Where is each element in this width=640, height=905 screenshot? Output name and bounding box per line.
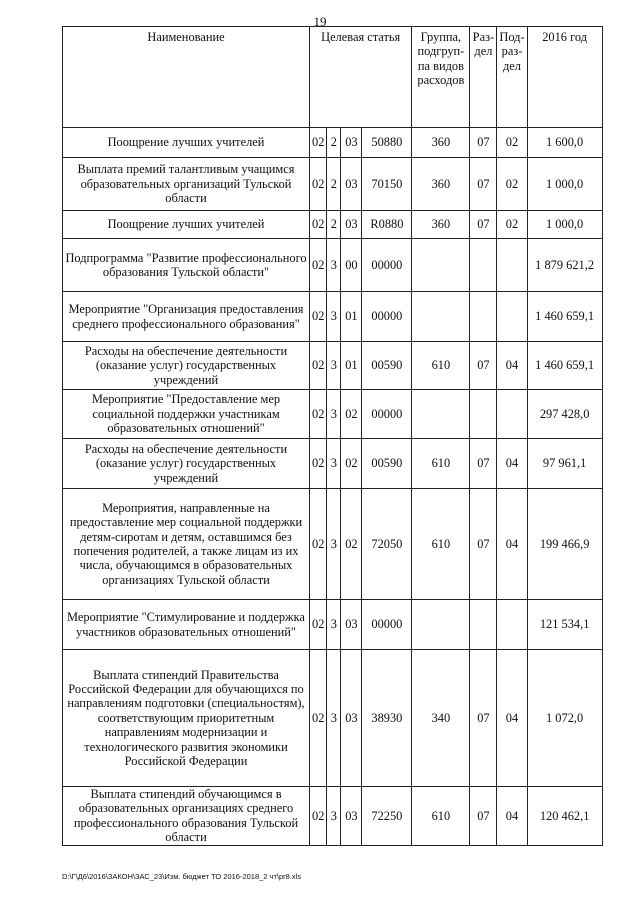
target-code-direction: 72250 bbox=[362, 787, 412, 846]
target-code-subprogram: 3 bbox=[327, 292, 341, 342]
row-name: Мероприятие "Предоставление мер социальной поддержки участникам образовательных отношений" bbox=[63, 390, 310, 439]
subsection-cell bbox=[497, 292, 527, 342]
target-code-program: 02 bbox=[310, 239, 327, 292]
target-code-direction: 00590 bbox=[362, 439, 412, 489]
target-code-event: 03 bbox=[341, 600, 362, 650]
table-row bbox=[63, 239, 603, 292]
target-code-subprogram: 3 bbox=[327, 439, 341, 489]
target-code-event: 03 bbox=[341, 650, 362, 787]
section-cell bbox=[470, 600, 497, 650]
target-code-event: 02 bbox=[341, 489, 362, 600]
amount-cell: 120 462,1 bbox=[527, 787, 602, 846]
target-code-subprogram: 3 bbox=[327, 489, 341, 600]
table-row bbox=[63, 158, 603, 211]
subsection-cell bbox=[497, 600, 527, 650]
table-row bbox=[63, 489, 603, 600]
table-row bbox=[63, 439, 603, 489]
amount-cell: 97 961,1 bbox=[527, 439, 602, 489]
page-number: 19 bbox=[313, 14, 327, 29]
subsection-cell: 04 bbox=[497, 439, 527, 489]
target-code-direction: 00000 bbox=[362, 239, 412, 292]
target-code-direction: 38930 bbox=[362, 650, 412, 787]
amount-cell: 1 000,0 bbox=[527, 211, 602, 239]
section-cell: 07 bbox=[470, 158, 497, 211]
header-subsection: Под-раз-дел bbox=[497, 27, 527, 128]
target-code-direction: 70150 bbox=[362, 158, 412, 211]
expense-group-cell bbox=[412, 292, 470, 342]
table-row bbox=[63, 390, 603, 439]
expense-group-cell bbox=[412, 600, 470, 650]
subsection-cell: 04 bbox=[497, 787, 527, 846]
amount-cell: 1 460 659,1 bbox=[527, 342, 602, 390]
expense-group-cell: 610 bbox=[412, 489, 470, 600]
target-code-program: 02 bbox=[310, 292, 327, 342]
section-cell: 07 bbox=[470, 650, 497, 787]
footer-file-path: D:\Г\Д6\2016\ЗАКОН\ЗАС_23\Изм. бюджет ТО 2016-2018_2 чт\pr8.xls bbox=[62, 872, 302, 881]
amount-cell: 199 466,9 bbox=[527, 489, 602, 600]
target-code-direction: 00590 bbox=[362, 342, 412, 390]
amount-cell: 1 600,0 bbox=[527, 128, 602, 158]
budget-table bbox=[62, 26, 603, 846]
subsection-cell: 02 bbox=[497, 128, 527, 158]
target-code-program: 02 bbox=[310, 489, 327, 600]
target-code-program: 02 bbox=[310, 128, 327, 158]
table-row bbox=[63, 292, 603, 342]
target-code-event: 03 bbox=[341, 787, 362, 846]
target-code-subprogram: 3 bbox=[327, 239, 341, 292]
expense-group-cell: 610 bbox=[412, 787, 470, 846]
section-cell: 07 bbox=[470, 342, 497, 390]
expense-group-cell: 360 bbox=[412, 158, 470, 211]
row-name: Выплата премий талантливым учащимся образовательных организаций Тульской области bbox=[63, 158, 310, 211]
expense-group-cell bbox=[412, 390, 470, 439]
row-name: Выплата стипендий Правительства Российской Федерации для обучающихся по направлениям подготовки (специальностям), соответствующим приоритетным направлениям модернизации и технологического развития экономики Российской Федерации bbox=[63, 650, 310, 787]
expense-group-cell: 360 bbox=[412, 211, 470, 239]
target-code-program: 02 bbox=[310, 342, 327, 390]
expense-group-cell: 610 bbox=[412, 439, 470, 489]
row-name: Расходы на обеспечение деятельности (оказание услуг) государственных учреждений bbox=[63, 439, 310, 489]
row-name: Мероприятие "Организация предоставления среднего профессионального образования" bbox=[63, 292, 310, 342]
amount-cell: 297 428,0 bbox=[527, 390, 602, 439]
target-code-event: 01 bbox=[341, 342, 362, 390]
target-code-subprogram: 2 bbox=[327, 128, 341, 158]
target-code-direction: 72050 bbox=[362, 489, 412, 600]
expense-group-cell: 610 bbox=[412, 342, 470, 390]
target-code-subprogram: 3 bbox=[327, 787, 341, 846]
amount-cell: 1 879 621,2 bbox=[527, 239, 602, 292]
target-code-direction: 00000 bbox=[362, 600, 412, 650]
target-code-event: 01 bbox=[341, 292, 362, 342]
target-code-direction: R0880 bbox=[362, 211, 412, 239]
row-name: Выплата стипендий обучающимся в образовательных организациях среднего профессионального образования Тульской области bbox=[63, 787, 310, 846]
target-code-event: 03 bbox=[341, 128, 362, 158]
row-name: Мероприятия, направленные на предоставление мер социальной поддержки детям-сиротам и детям, оставшимся без попечения родителей, а также лицам из их числа, обучающимся в образовательных организациях Тульской области bbox=[63, 489, 310, 600]
target-code-direction: 00000 bbox=[362, 292, 412, 342]
target-code-subprogram: 2 bbox=[327, 158, 341, 211]
target-code-program: 02 bbox=[310, 158, 327, 211]
row-name: Мероприятие "Стимулирование и поддержка участников образовательных отношений" bbox=[63, 600, 310, 650]
expense-group-cell: 360 bbox=[412, 128, 470, 158]
row-name: Подпрограмма "Развитие профессионального образования Тульской области" bbox=[63, 239, 310, 292]
table-row bbox=[63, 342, 603, 390]
subsection-cell bbox=[497, 239, 527, 292]
row-name: Поощрение лучших учителей bbox=[63, 128, 310, 158]
target-code-program: 02 bbox=[310, 439, 327, 489]
subsection-cell: 04 bbox=[497, 342, 527, 390]
expense-group-cell: 340 bbox=[412, 650, 470, 787]
target-code-subprogram: 2 bbox=[327, 211, 341, 239]
subsection-cell: 02 bbox=[497, 158, 527, 211]
subsection-cell: 04 bbox=[497, 650, 527, 787]
subsection-cell: 02 bbox=[497, 211, 527, 239]
subsection-cell bbox=[497, 390, 527, 439]
target-code-program: 02 bbox=[310, 787, 327, 846]
target-code-subprogram: 3 bbox=[327, 342, 341, 390]
row-name: Расходы на обеспечение деятельности (оказание услуг) государственных учреждений bbox=[63, 342, 310, 390]
target-code-program: 02 bbox=[310, 211, 327, 239]
expense-group-cell bbox=[412, 239, 470, 292]
target-code-direction: 50880 bbox=[362, 128, 412, 158]
amount-cell: 121 534,1 bbox=[527, 600, 602, 650]
target-code-event: 03 bbox=[341, 211, 362, 239]
table-row bbox=[63, 211, 603, 239]
amount-cell: 1 072,0 bbox=[527, 650, 602, 787]
amount-cell: 1 460 659,1 bbox=[527, 292, 602, 342]
header-target-article: Целевая статья bbox=[310, 27, 412, 128]
header-year: 2016 год bbox=[527, 27, 602, 128]
header-section: Раз-дел bbox=[470, 27, 497, 128]
table-row bbox=[63, 650, 603, 787]
target-code-event: 02 bbox=[341, 439, 362, 489]
target-code-event: 00 bbox=[341, 239, 362, 292]
target-code-event: 03 bbox=[341, 158, 362, 211]
table-row bbox=[63, 600, 603, 650]
section-cell: 07 bbox=[470, 211, 497, 239]
section-cell bbox=[470, 239, 497, 292]
target-code-program: 02 bbox=[310, 600, 327, 650]
target-code-subprogram: 3 bbox=[327, 650, 341, 787]
target-code-event: 02 bbox=[341, 390, 362, 439]
amount-cell: 1 000,0 bbox=[527, 158, 602, 211]
row-name: Поощрение лучших учителей bbox=[63, 211, 310, 239]
header-expense-group: Группа, подгруп-па видов расходов bbox=[412, 27, 470, 128]
target-code-direction: 00000 bbox=[362, 390, 412, 439]
section-cell: 07 bbox=[470, 128, 497, 158]
table-header-row bbox=[63, 27, 603, 128]
section-cell: 07 bbox=[470, 439, 497, 489]
table-row bbox=[63, 128, 603, 158]
header-name: Наименование bbox=[63, 27, 310, 128]
section-cell bbox=[470, 292, 497, 342]
target-code-program: 02 bbox=[310, 650, 327, 787]
subsection-cell: 04 bbox=[497, 489, 527, 600]
section-cell bbox=[470, 390, 497, 439]
target-code-program: 02 bbox=[310, 390, 327, 439]
section-cell: 07 bbox=[470, 489, 497, 600]
section-cell: 07 bbox=[470, 787, 497, 846]
target-code-subprogram: 3 bbox=[327, 390, 341, 439]
target-code-subprogram: 3 bbox=[327, 600, 341, 650]
table-row bbox=[63, 787, 603, 846]
